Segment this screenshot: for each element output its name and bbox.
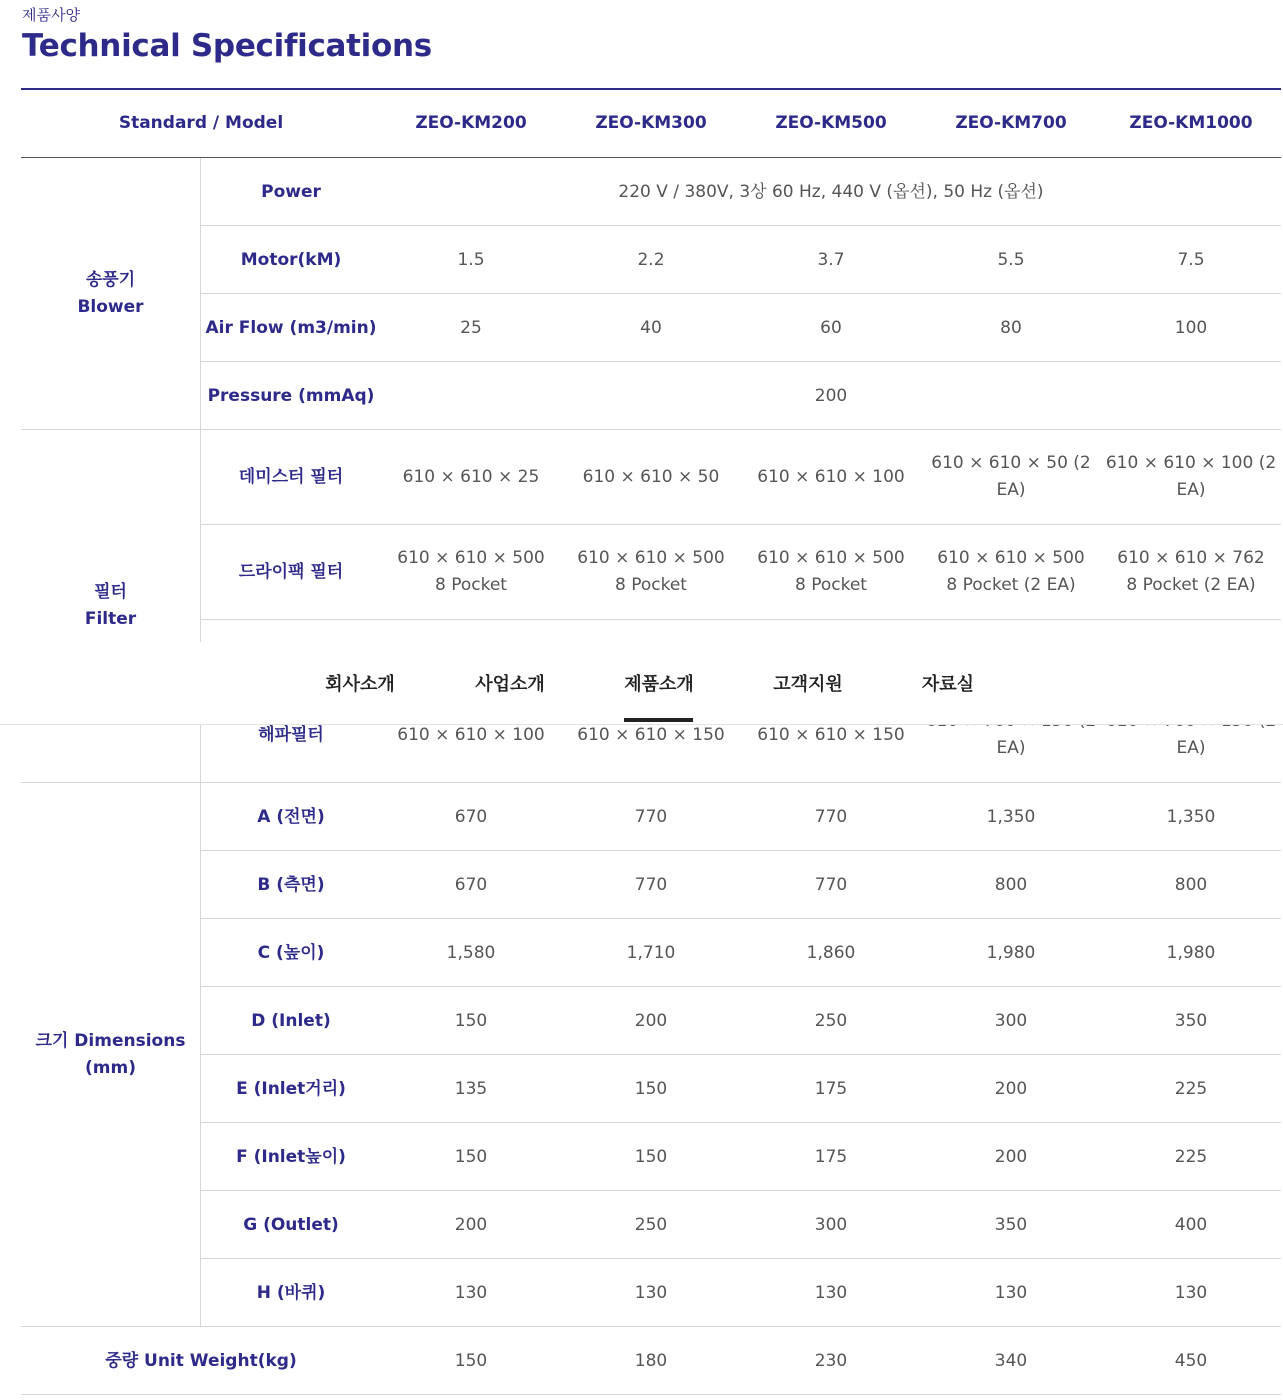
dimension-value: 130 — [1174, 1282, 1208, 1303]
demister-value — [1101, 430, 1281, 524]
airflow-value: 40 — [640, 317, 662, 338]
row-label-hepa: 해파필터 — [258, 724, 324, 745]
row-label-dimension: G (Outlet) — [243, 1214, 339, 1235]
dimension-value: 300 — [994, 1010, 1028, 1031]
weight-value: 150 — [454, 1350, 488, 1371]
drypack-value-line: 8 Pocket — [795, 575, 867, 595]
header-model: ZEO-KM300 — [595, 113, 707, 133]
airflow-value: 60 — [820, 317, 842, 338]
dimension-value: 670 — [454, 874, 488, 895]
demister-value-line: 610 × 610 × 50 — [582, 466, 720, 487]
drypack-value-line: 8 Pocket (2 EA) — [946, 575, 1076, 595]
motor-value: 3.7 — [817, 249, 845, 270]
nav-item-support[interactable]: 고객지원 — [773, 674, 843, 695]
weight-value: 450 — [1174, 1350, 1208, 1371]
table-rule — [21, 1394, 1281, 1395]
dimension-value: 1,980 — [986, 942, 1036, 963]
demister-value — [921, 430, 1101, 524]
dimension-value: 800 — [994, 874, 1028, 895]
row-label-demister: 데미스터 필터 — [238, 466, 344, 487]
dimension-value: 135 — [454, 1078, 488, 1099]
dimension-value: 150 — [454, 1146, 488, 1167]
demister-value-line: 610 × 610 × 100 — [757, 466, 905, 487]
demister-value-line: 610 × 610 × 50 (2 — [931, 453, 1091, 473]
dimension-value: 350 — [1174, 1010, 1208, 1031]
airflow-value: 25 — [460, 317, 482, 338]
dimension-value: 175 — [814, 1078, 848, 1099]
group-dimensions — [21, 783, 200, 1326]
row-label-dimension: C (높이) — [257, 942, 325, 963]
demister-value-line: EA) — [1176, 480, 1206, 500]
drypack-value-line: 610 × 610 × 762 — [1117, 548, 1265, 568]
dimension-value: 1,980 — [1166, 942, 1216, 963]
hepa-value-line: EA) — [1176, 738, 1206, 758]
hepa-value-line: 610 × 610 × 150 — [577, 724, 725, 745]
dimension-value: 1,710 — [626, 942, 676, 963]
dimension-value: 250 — [634, 1214, 668, 1235]
dimension-value: 770 — [814, 874, 848, 895]
demister-value — [561, 430, 741, 524]
page-title: Technical Specifications — [22, 28, 432, 64]
dimension-value: 1,860 — [806, 942, 856, 963]
row-label-motor: Motor(kM) — [240, 249, 342, 270]
airflow-value: 100 — [1174, 317, 1208, 338]
weight-value: 230 — [814, 1350, 848, 1371]
dimension-value: 130 — [994, 1282, 1028, 1303]
demister-value-line: 610 × 610 × 100 (2 — [1105, 453, 1277, 473]
dimension-value: 200 — [454, 1214, 488, 1235]
table-subrule — [200, 619, 1281, 620]
group-dimensions-line: 크기 Dimensions — [35, 1030, 186, 1051]
row-label-power: Power — [261, 181, 321, 202]
drypack-value — [921, 525, 1101, 619]
drypack-value-line: 8 Pocket (2 EA) — [1126, 575, 1256, 595]
group-blower — [21, 158, 200, 429]
row-label-drypack: 드라이팩 필터 — [238, 561, 344, 582]
drypack-value-line: 8 Pocket — [435, 575, 507, 595]
weight-value: 340 — [994, 1350, 1028, 1371]
weight-value: 180 — [634, 1350, 668, 1371]
dimension-value: 150 — [634, 1146, 668, 1167]
demister-value-line: EA) — [996, 480, 1026, 500]
group-dimensions-line: (mm) — [85, 1057, 136, 1078]
nav-item-resources[interactable]: 자료실 — [921, 674, 975, 695]
demister-value-line: 610 × 610 × 25 — [402, 466, 540, 487]
header-standard-model: Standard / Model — [118, 113, 284, 133]
group-weight: 중량 Unit Weight(kg) — [105, 1350, 297, 1371]
airflow-value: 80 — [1000, 317, 1022, 338]
dimension-value: 175 — [814, 1146, 848, 1167]
dimension-value: 250 — [814, 1010, 848, 1031]
page-subtitle: 제품사양 — [22, 6, 80, 24]
group-blower-line: 송풍기 — [85, 269, 136, 290]
row-label-dimension: B (측면) — [257, 874, 325, 895]
header-model: ZEO-KM500 — [775, 113, 887, 133]
motor-value: 2.2 — [637, 249, 665, 270]
dimension-value: 1,580 — [446, 942, 496, 963]
group-filter-line: 필터 — [94, 582, 127, 602]
dimension-value: 1,350 — [986, 806, 1036, 827]
drypack-value-line: 610 × 610 × 500 — [757, 548, 905, 568]
dimension-value: 200 — [994, 1078, 1028, 1099]
header-model: ZEO-KM700 — [955, 113, 1067, 133]
dimension-value: 400 — [1174, 1214, 1208, 1235]
header-model: ZEO-KM1000 — [1129, 113, 1253, 133]
dimension-value: 200 — [994, 1146, 1028, 1167]
drypack-value-line: 610 × 610 × 500 — [937, 548, 1085, 568]
drypack-value — [1101, 525, 1281, 619]
demister-value — [741, 430, 921, 524]
dimension-value: 770 — [634, 806, 668, 827]
main-nav — [0, 642, 1283, 725]
group-blower-line: Blower — [77, 296, 144, 317]
row-label-dimension: H (바퀴) — [256, 1282, 326, 1303]
dimension-value: 225 — [1174, 1078, 1208, 1099]
nav-item-products[interactable]: 제품소개 — [624, 674, 694, 695]
hepa-value-line: 610 × 610 × 150 — [757, 724, 905, 745]
drypack-value-line: 610 × 610 × 500 — [397, 548, 545, 568]
dimension-value: 800 — [1174, 874, 1208, 895]
group-filter-line: Filter — [84, 609, 137, 629]
hepa-value-line: EA) — [996, 738, 1026, 758]
dimension-value: 300 — [814, 1214, 848, 1235]
nav-item-business[interactable]: 사업소개 — [475, 674, 545, 695]
group-filter — [21, 430, 200, 782]
dimension-value: 670 — [454, 806, 488, 827]
motor-value: 7.5 — [1177, 249, 1205, 270]
dimension-value: 150 — [634, 1078, 668, 1099]
demister-value — [381, 430, 561, 524]
dimension-value: 770 — [634, 874, 668, 895]
pressure-value: 200 — [814, 385, 848, 406]
motor-value: 5.5 — [997, 249, 1025, 270]
row-label-dimension: A (전면) — [257, 806, 325, 827]
drypack-value — [741, 525, 921, 619]
dimension-value: 130 — [454, 1282, 488, 1303]
dimension-value: 225 — [1174, 1146, 1208, 1167]
motor-value: 1.5 — [457, 249, 485, 270]
dimension-value: 150 — [454, 1010, 488, 1031]
dimension-value: 350 — [994, 1214, 1028, 1235]
drypack-value-line: 8 Pocket — [615, 575, 687, 595]
drypack-value-line: 610 × 610 × 500 — [577, 548, 725, 568]
dimension-value: 200 — [634, 1010, 668, 1031]
power-value: 220 V / 380V, 3상 60 Hz, 440 V (옵션), 50 Hz (옵션) — [618, 181, 1044, 202]
row-label-dimension: F (Inlet높이) — [236, 1146, 346, 1167]
dimension-value: 770 — [814, 806, 848, 827]
dimension-value: 130 — [634, 1282, 668, 1303]
drypack-value — [381, 525, 561, 619]
row-label-airflow: Air Flow (m3/min) — [205, 317, 377, 338]
row-label-dimension: E (Inlet거리) — [236, 1078, 346, 1099]
hepa-value-line: 610 × 610 × 100 — [397, 724, 545, 745]
row-label-dimension: D (Inlet) — [251, 1010, 331, 1031]
nav-item-company[interactable]: 회사소개 — [325, 674, 395, 695]
dimension-value: 1,350 — [1166, 806, 1216, 827]
dimension-value: 130 — [814, 1282, 848, 1303]
row-label-pressure: Pressure (mmAq) — [207, 385, 375, 406]
nav-active-underline — [624, 718, 693, 722]
drypack-value — [561, 525, 741, 619]
header-model: ZEO-KM200 — [415, 113, 527, 133]
